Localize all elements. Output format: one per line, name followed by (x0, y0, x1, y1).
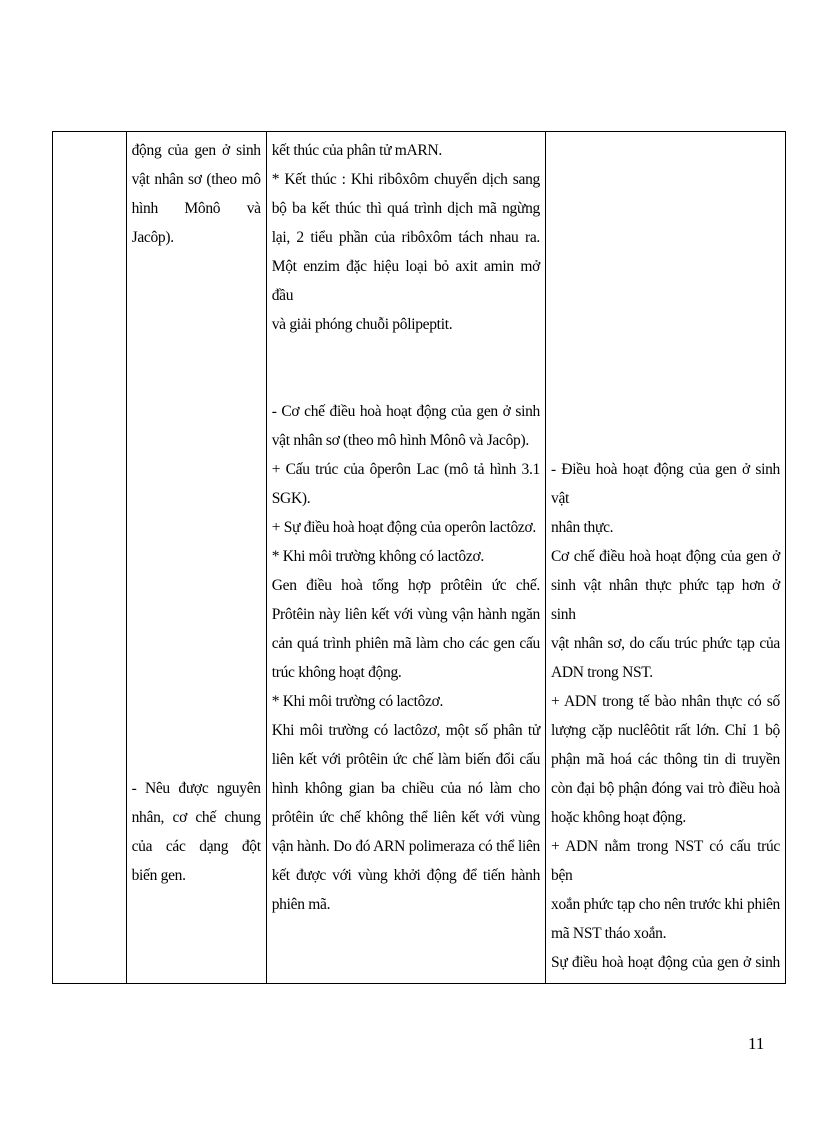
content-line: liên kết với prôtêin ức chế làm biến đổi cấu (271, 751, 541, 768)
content-line: + Cấu trúc của ôperôn Lac (mô tả hình 3.1 (271, 461, 541, 478)
content-line: lại, 2 tiểu phần của ribôxôm tách nhau ra. (271, 229, 541, 246)
objective-line: Jacôp). (131, 229, 174, 246)
content-line: cản quá trình phiên mã làm cho các gen cấu (271, 635, 541, 652)
content-line: Khi môi trường có lactôzơ, một số phân tử (271, 722, 541, 739)
objective-line: động của gen ở sinh (131, 142, 261, 159)
extension-line: còn đại bộ phận đóng vai trò điều hoà (551, 780, 780, 797)
objective-line: nhân, cơ chế chung (131, 809, 261, 826)
extension-line: sinh vật nhân thực phức tạp hơn ở sinh (551, 577, 780, 623)
table-row (53, 132, 786, 984)
content-line: phiên mã. (271, 896, 331, 913)
content-line: * Kết thúc : Khi ribôxôm chuyển dịch sang (271, 171, 541, 188)
table-cell-content (266, 132, 545, 984)
content-line: Một enzim đặc hiệu loại bỏ axit amin mở đầu (271, 258, 541, 304)
table-cell-week (53, 132, 127, 984)
content-line: Prôtêin này liên kết với vùng vận hành ngăn (271, 606, 541, 623)
content-line: kết thúc của phân tử mARN. (271, 142, 442, 159)
content-line: trúc không hoạt động. (271, 664, 402, 681)
content-line: SGK). (271, 490, 311, 507)
objective-line: vật nhân sơ (theo mô (131, 171, 261, 188)
objective-line: - Nêu được nguyên (131, 780, 261, 797)
objective-line: hình Mônô và (131, 200, 261, 217)
extension-line: xoắn phức tạp cho nên trước khi phiên (551, 896, 780, 913)
content-line: bộ ba kết thúc thì quá trình dịch mã ngừng (271, 200, 541, 217)
content-line: vận hành. Do đó ARN polimeraza có thể liên (271, 838, 541, 855)
page-number: 11 (748, 1034, 765, 1053)
objective-line: biến gen. (131, 867, 186, 884)
content-line: Gen điều hoà tổng hợp prôtêin ức chế. (271, 577, 541, 594)
content-line: kết được với vùng khởi động để tiến hành (271, 867, 541, 884)
content-line: * Khi môi trường không có lactôzơ. (271, 548, 484, 565)
extension-line: hoặc không hoạt động. (551, 809, 686, 826)
content-line: và giải phóng chuỗi pôlipeptit. (271, 316, 453, 333)
content-line: * Khi môi trường có lactôzơ. (271, 693, 444, 710)
content-line: + Sự điều hoà hoạt động của operôn lactôzơ. (271, 519, 536, 536)
extension-line: phận mã hoá các thông tin di truyền (551, 751, 780, 768)
extension-line: lượng cặp nuclêôtit rất lớn. Chỉ 1 bộ (551, 722, 780, 739)
extension-line: Sự điều hoà hoạt động của gen ở sinh (551, 954, 780, 971)
extension-line: + ADN trong tế bào nhân thực có số (551, 693, 780, 710)
content-line: hình không gian ba chiều của nó làm cho (271, 780, 541, 797)
extension-line: nhân thực. (551, 519, 614, 536)
extension-line: - Điều hoà hoạt động của gen ở sinh vật (551, 461, 780, 507)
content-line: - Cơ chế điều hoà hoạt động của gen ở sinh (271, 403, 541, 420)
content-line: prôtêin ức chế không thể liên kết với vùng (271, 809, 541, 826)
table-cell-objectives (126, 132, 266, 984)
extension-line: ADN trong NST. (551, 664, 653, 681)
extension-line: mã NST tháo xoắn. (551, 925, 667, 942)
extension-line: + ADN nằm trong NST có cấu trúc bện (551, 838, 780, 884)
content-line: vật nhân sơ (theo mô hình Mônô và Jacôp). (271, 432, 529, 449)
table-cell-extension (546, 132, 786, 984)
objective-line: của các dạng đột (131, 838, 261, 855)
extension-line: vật nhân sơ, do cấu trúc phức tạp của (551, 635, 780, 652)
content-table (52, 131, 786, 984)
extension-line: Cơ chế điều hoà hoạt động của gen ở (551, 548, 780, 565)
